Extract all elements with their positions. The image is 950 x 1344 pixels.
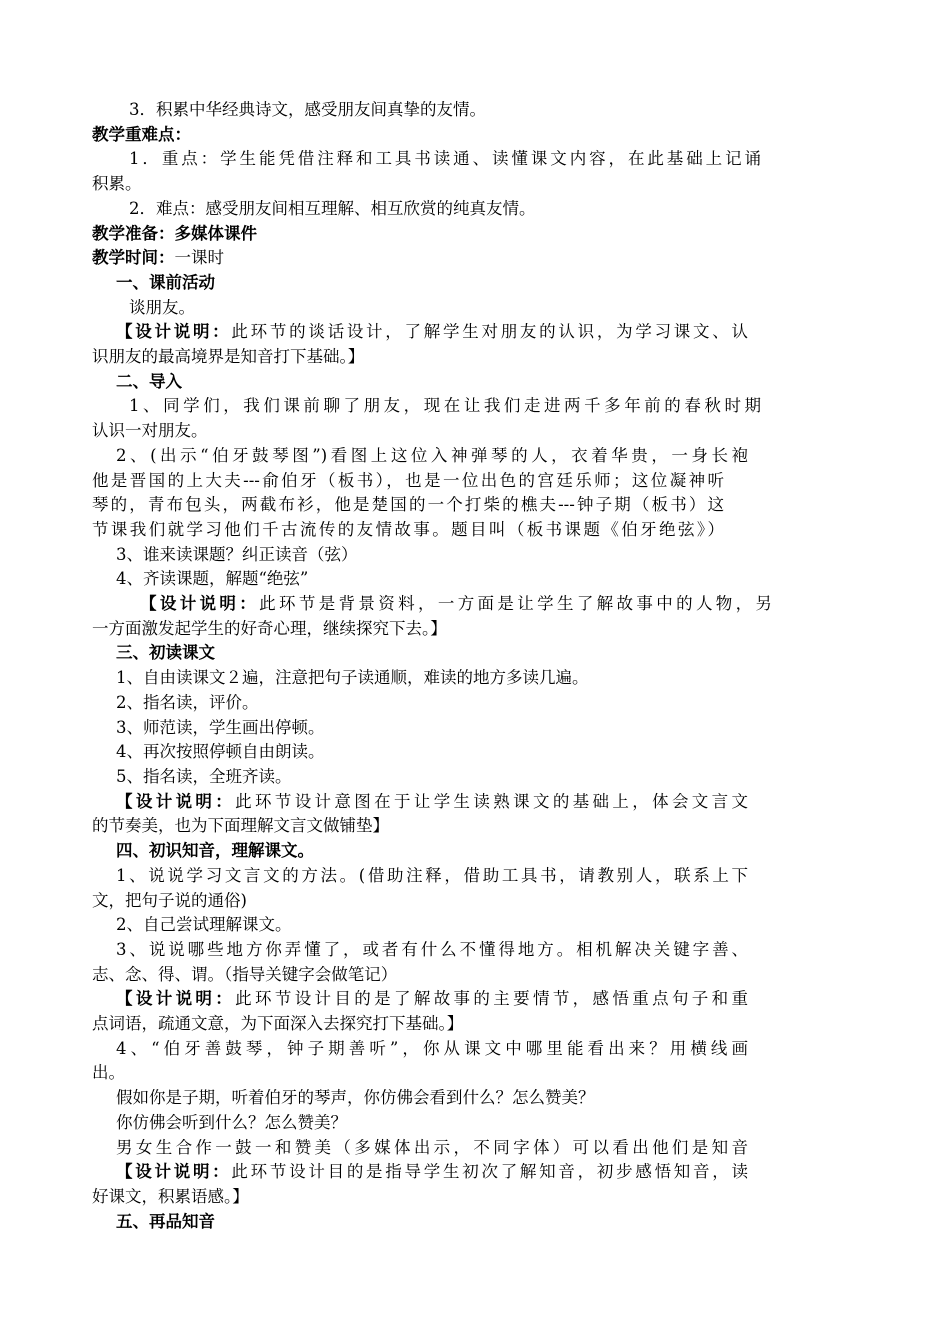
line-text: 此环节是背景资料，一方面是让学生了解故事中的人物，另 xyxy=(259,594,773,614)
text-line: 3、谁来读课题？纠正读音（弦） xyxy=(116,544,358,564)
text-line: 1、自由读课文２遍，注意把句子读通顺，难读的地方多读几遍。 xyxy=(116,668,589,688)
text-line: 一、课前活动 xyxy=(116,272,215,292)
text-line: 2．难点：感受朋友间相互理解、相互欣赏的纯真友情。 xyxy=(129,198,536,218)
text-line: 识朋友的最高境界是知音打下基础。】 xyxy=(92,347,365,367)
lesson-plan-text xyxy=(92,98,950,1234)
text-line xyxy=(92,320,748,345)
text-line xyxy=(92,592,772,617)
text-line: 认识一对朋友。 xyxy=(92,421,208,441)
text-line: 男女生合作一鼓一和赞美（多媒体出示，不同字体）可以看出他们是知音 xyxy=(116,1137,748,1157)
design-note-label: 【设计说明： xyxy=(116,1162,232,1182)
section-label: 教学时间： xyxy=(92,248,175,268)
text-line: 的节奏美，也为下面理解文言文做铺垫】 xyxy=(92,816,389,836)
text-line: 他是晋国的上大夫---俞伯牙（板书），也是一位出色的宫廷乐师；这位凝神听 xyxy=(92,470,724,490)
text-line: 你仿佛会听到什么？怎么赞美？ xyxy=(116,1112,347,1132)
text-line xyxy=(92,246,724,271)
text-line: 2、(出示“伯牙鼓琴图”)看图上这位入神弹琴的人，衣着华贵，一身长袍 xyxy=(116,445,748,465)
text-line: 4、再次按照停顿自由朗读。 xyxy=(116,742,325,762)
text-line: 节课我们就学习他们千古流传的友情故事。题目叫（板书课题《伯牙绝弦》） xyxy=(92,519,724,539)
line-text: 此环节设计目的是了解故事的主要情节，感悟重点句子和重 xyxy=(235,989,749,1009)
text-line: 教学准备：多媒体课件 xyxy=(92,223,257,243)
text-line: 2、自己尝试理解课文。 xyxy=(116,915,292,935)
text-line: 好课文，积累语感。】 xyxy=(92,1186,249,1206)
text-line: 3、说说哪些地方你弄懂了，或者有什么不懂得地方。相机解决关键字善、 xyxy=(116,939,748,959)
text-line: 积累。 xyxy=(92,174,142,194)
design-note-label: 【设计说明： xyxy=(116,322,232,342)
text-line: 谈朋友。 xyxy=(129,297,195,317)
text-line: 4、齐读课题，解题“绝弦” xyxy=(116,569,309,589)
text-line: 4、“伯牙善鼓琴，钟子期善听”，你从课文中哪里能看出来？用横线画 xyxy=(116,1038,748,1058)
text-line: 1．重点：学生能凭借注释和工具书读通、读懂课文内容，在此基础上记诵 xyxy=(129,149,761,169)
line-text: 一课时 xyxy=(174,248,224,268)
text-line xyxy=(92,790,748,815)
text-line: 四、初识知音，理解课文。 xyxy=(116,841,314,861)
design-note-label: 【设计说明： xyxy=(140,594,260,614)
text-line: 3、师范读，学生画出停顿。 xyxy=(116,717,325,737)
text-line: 三、初读课文 xyxy=(116,643,215,663)
text-line: 假如你是子期，听着伯牙的琴声，你仿佛会看到什么？怎么赞美？ xyxy=(116,1088,595,1108)
text-line: 点词语，疏通文意，为下面深入去探究打下基础。】 xyxy=(92,1014,464,1034)
design-note-label: 【设计说明： xyxy=(116,791,236,811)
text-line: 琴的，青布包头，两截布衫，他是楚国的一个打柴的樵夫---钟子期（板书）这 xyxy=(92,495,724,515)
text-line: 志、念、得、谓。（指导关键字会做笔记） xyxy=(92,964,398,984)
text-line xyxy=(92,1160,748,1185)
line-text: 此环节设计目的是指导学生初次了解知音，初步感悟知音，读 xyxy=(231,1162,748,1182)
text-line: 1、同学们，我们课前聊了朋友，现在让我们走进两千多年前的春秋时期 xyxy=(129,396,761,416)
text-line: 五、再品知音 xyxy=(116,1211,215,1231)
text-line: 教学重难点： xyxy=(92,124,191,144)
text-line: 出。 xyxy=(92,1063,125,1083)
design-note-label: 【设计说明： xyxy=(116,989,236,1009)
text-line: 5、指名读，全班齐读。 xyxy=(116,766,292,786)
line-text: 此环节的谈话设计，了解学生对朋友的认识，为学习课文、认 xyxy=(231,322,748,342)
text-line: 2、指名读，评价。 xyxy=(116,692,259,712)
text-line: 二、导入 xyxy=(116,371,182,391)
text-line: 文，把句子说的通俗) xyxy=(92,890,247,910)
text-line: 1、说说学习文言文的方法。(借助注释，借助工具书，请教别人，联系上下 xyxy=(116,865,748,885)
text-line xyxy=(92,987,748,1012)
text-line: 一方面激发起学生的好奇心理，继续探究下去。】 xyxy=(92,618,447,638)
text-line: 3．积累中华经典诗文，感受朋友间真挚的友情。 xyxy=(129,100,486,119)
line-text: 此环节设计意图在于让学生读熟课文的基础上，体会文言文 xyxy=(235,791,749,811)
